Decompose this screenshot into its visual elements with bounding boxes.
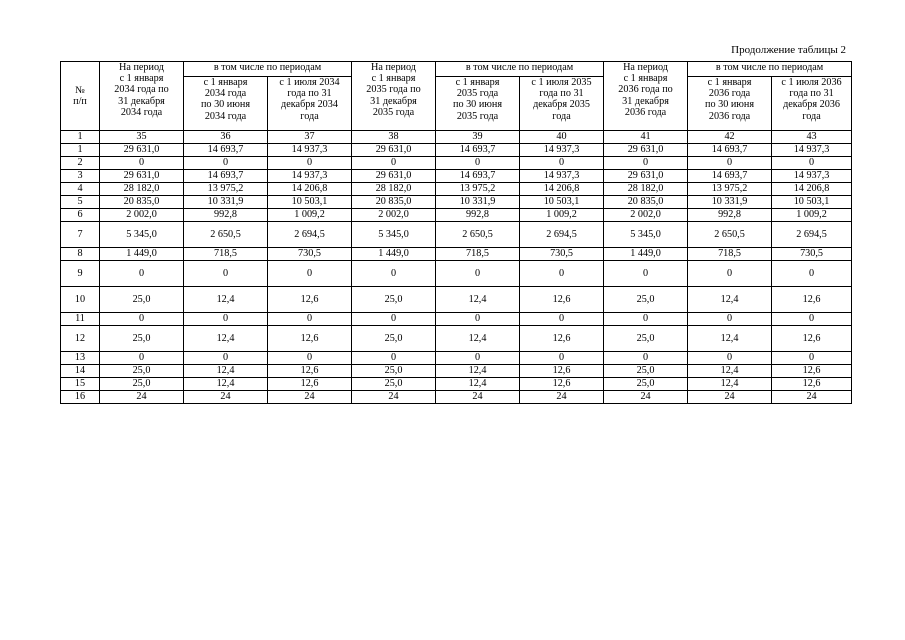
value-cell: 0 <box>436 157 520 170</box>
value-cell: 12,4 <box>688 378 772 391</box>
value-cell: 12,4 <box>688 287 772 313</box>
value-cell: 2 694,5 <box>268 222 352 248</box>
table-row <box>61 209 852 222</box>
value-cell: 12,6 <box>772 287 852 313</box>
value-cell: 0 <box>352 157 436 170</box>
value-cell: 0 <box>436 352 520 365</box>
value-cell: 14 937,3 <box>268 144 352 157</box>
value-cell: 28 182,0 <box>100 183 184 196</box>
table-row <box>61 365 852 378</box>
column-number-cell: 41 <box>604 131 688 144</box>
value-cell: 10 331,9 <box>184 196 268 209</box>
value-cell: 718,5 <box>184 248 268 261</box>
value-cell: 0 <box>100 157 184 170</box>
value-cell: 25,0 <box>100 378 184 391</box>
table-row <box>61 222 852 248</box>
value-cell: 0 <box>436 261 520 287</box>
value-cell: 0 <box>100 352 184 365</box>
column-number-cell: 35 <box>100 131 184 144</box>
value-cell: 14 693,7 <box>184 144 268 157</box>
value-cell: 24 <box>100 391 184 404</box>
column-number-cell: 1 <box>61 131 100 144</box>
value-cell: 25,0 <box>100 287 184 313</box>
value-cell: 14 693,7 <box>436 144 520 157</box>
value-cell: 14 693,7 <box>688 144 772 157</box>
value-cell: 24 <box>520 391 604 404</box>
value-cell: 10 331,9 <box>688 196 772 209</box>
sub-period-group-header: в том числе по периодам <box>184 62 352 77</box>
value-cell: 0 <box>100 313 184 326</box>
value-cell: 14 937,3 <box>772 144 852 157</box>
value-cell: 2 694,5 <box>772 222 852 248</box>
table-row <box>61 326 852 352</box>
value-cell: 12,4 <box>184 326 268 352</box>
column-number-cell: 43 <box>772 131 852 144</box>
value-cell: 2 002,0 <box>352 209 436 222</box>
column-number-cell: 38 <box>352 131 436 144</box>
value-cell: 25,0 <box>100 365 184 378</box>
value-cell: 2 002,0 <box>100 209 184 222</box>
table-row <box>61 144 852 157</box>
period-total-header: На период с 1 января 2035 года по 31 декабря 2035 года <box>352 62 436 131</box>
sub-period-header: с 1 января 2035 года по 30 июня 2035 года <box>436 77 520 131</box>
value-cell: 20 835,0 <box>100 196 184 209</box>
value-cell: 1 009,2 <box>520 209 604 222</box>
value-cell: 0 <box>772 157 852 170</box>
value-cell: 0 <box>184 261 268 287</box>
sub-period-header: с 1 июля 2035 года по 31 декабря 2035 года <box>520 77 604 131</box>
table-row <box>61 378 852 391</box>
value-cell: 10 503,1 <box>772 196 852 209</box>
table-row <box>61 157 852 170</box>
column-number-cell: 40 <box>520 131 604 144</box>
value-cell: 24 <box>184 391 268 404</box>
value-cell: 20 835,0 <box>604 196 688 209</box>
row-number-cell: 3 <box>61 170 100 183</box>
value-cell: 0 <box>520 313 604 326</box>
period-total-header: На период с 1 января 2036 года по 31 декабря 2036 года <box>604 62 688 131</box>
value-cell: 12,4 <box>184 378 268 391</box>
value-cell: 12,6 <box>268 378 352 391</box>
value-cell: 12,4 <box>184 287 268 313</box>
value-cell: 24 <box>268 391 352 404</box>
row-number-cell: 5 <box>61 196 100 209</box>
value-cell: 24 <box>772 391 852 404</box>
value-cell: 10 503,1 <box>520 196 604 209</box>
value-cell: 25,0 <box>352 326 436 352</box>
value-cell: 5 345,0 <box>100 222 184 248</box>
value-cell: 718,5 <box>688 248 772 261</box>
value-cell: 13 975,2 <box>688 183 772 196</box>
value-cell: 12,6 <box>772 378 852 391</box>
value-cell: 14 693,7 <box>436 170 520 183</box>
value-cell: 992,8 <box>688 209 772 222</box>
value-cell: 0 <box>772 313 852 326</box>
value-cell: 20 835,0 <box>352 196 436 209</box>
row-number-cell: 13 <box>61 352 100 365</box>
value-cell: 12,6 <box>268 365 352 378</box>
value-cell: 24 <box>436 391 520 404</box>
value-cell: 12,4 <box>436 287 520 313</box>
value-cell: 730,5 <box>520 248 604 261</box>
value-cell: 12,6 <box>268 287 352 313</box>
value-cell: 25,0 <box>352 287 436 313</box>
value-cell: 14 693,7 <box>688 170 772 183</box>
value-cell: 24 <box>604 391 688 404</box>
value-cell: 25,0 <box>604 326 688 352</box>
value-cell: 2 650,5 <box>184 222 268 248</box>
table-row <box>61 313 852 326</box>
value-cell: 0 <box>184 313 268 326</box>
value-cell: 12,4 <box>436 378 520 391</box>
sub-period-header: с 1 января 2036 года по 30 июня 2036 года <box>688 77 772 131</box>
period-total-header: На период с 1 января 2034 года по 31 декабря 2034 года <box>100 62 184 131</box>
value-cell: 0 <box>688 157 772 170</box>
value-cell: 12,6 <box>268 326 352 352</box>
value-cell: 12,6 <box>520 365 604 378</box>
value-cell: 14 693,7 <box>184 170 268 183</box>
value-cell: 1 449,0 <box>352 248 436 261</box>
value-cell: 0 <box>688 261 772 287</box>
value-cell: 29 631,0 <box>100 170 184 183</box>
value-cell: 25,0 <box>604 378 688 391</box>
value-cell: 0 <box>604 352 688 365</box>
table-row <box>61 196 852 209</box>
value-cell: 25,0 <box>352 365 436 378</box>
value-cell: 14 937,3 <box>520 170 604 183</box>
column-number-cell: 36 <box>184 131 268 144</box>
value-cell: 2 650,5 <box>436 222 520 248</box>
value-cell: 2 694,5 <box>520 222 604 248</box>
value-cell: 0 <box>688 352 772 365</box>
value-cell: 0 <box>184 157 268 170</box>
row-number-cell: 14 <box>61 365 100 378</box>
value-cell: 718,5 <box>436 248 520 261</box>
value-cell: 2 002,0 <box>604 209 688 222</box>
value-cell: 12,4 <box>436 365 520 378</box>
table-body <box>61 144 852 404</box>
value-cell: 1 449,0 <box>100 248 184 261</box>
value-cell: 14 206,8 <box>772 183 852 196</box>
value-cell: 28 182,0 <box>352 183 436 196</box>
value-cell: 28 182,0 <box>604 183 688 196</box>
value-cell: 12,4 <box>184 365 268 378</box>
value-cell: 1 009,2 <box>268 209 352 222</box>
value-cell: 12,6 <box>520 326 604 352</box>
value-cell: 0 <box>268 261 352 287</box>
value-cell: 12,6 <box>772 326 852 352</box>
table-row <box>61 352 852 365</box>
value-cell: 12,6 <box>520 287 604 313</box>
value-cell: 29 631,0 <box>352 144 436 157</box>
row-number-cell: 12 <box>61 326 100 352</box>
value-cell: 0 <box>520 157 604 170</box>
value-cell: 12,4 <box>688 326 772 352</box>
table-row <box>61 261 852 287</box>
row-number-cell: 11 <box>61 313 100 326</box>
sub-period-group-header: в том числе по периодам <box>436 62 604 77</box>
table-row <box>61 248 852 261</box>
row-number-cell: 9 <box>61 261 100 287</box>
sub-period-header: с 1 января 2034 года по 30 июня 2034 года <box>184 77 268 131</box>
value-cell: 0 <box>604 313 688 326</box>
value-cell: 25,0 <box>604 365 688 378</box>
value-cell: 1 449,0 <box>604 248 688 261</box>
row-number-cell: 4 <box>61 183 100 196</box>
row-number-header: № п/п <box>61 62 100 131</box>
row-number-cell: 10 <box>61 287 100 313</box>
value-cell: 0 <box>520 261 604 287</box>
sub-period-header: с 1 июля 2034 года по 31 декабря 2034 года <box>268 77 352 131</box>
value-cell: 29 631,0 <box>604 144 688 157</box>
value-cell: 12,6 <box>772 365 852 378</box>
value-cell: 13 975,2 <box>184 183 268 196</box>
data-table <box>60 61 852 404</box>
value-cell: 14 937,3 <box>772 170 852 183</box>
value-cell: 0 <box>352 261 436 287</box>
value-cell: 12,4 <box>436 326 520 352</box>
row-number-cell: 7 <box>61 222 100 248</box>
value-cell: 12,4 <box>688 365 772 378</box>
value-cell: 992,8 <box>436 209 520 222</box>
row-number-cell: 2 <box>61 157 100 170</box>
value-cell: 14 206,8 <box>268 183 352 196</box>
value-cell: 5 345,0 <box>604 222 688 248</box>
table-header <box>61 62 852 144</box>
value-cell: 29 631,0 <box>604 170 688 183</box>
value-cell: 730,5 <box>268 248 352 261</box>
value-cell: 992,8 <box>184 209 268 222</box>
table-row <box>61 170 852 183</box>
value-cell: 0 <box>772 261 852 287</box>
value-cell: 10 331,9 <box>436 196 520 209</box>
value-cell: 0 <box>268 352 352 365</box>
value-cell: 0 <box>100 261 184 287</box>
value-cell: 730,5 <box>772 248 852 261</box>
value-cell: 0 <box>352 352 436 365</box>
value-cell: 29 631,0 <box>352 170 436 183</box>
row-number-cell: 6 <box>61 209 100 222</box>
value-cell: 0 <box>604 261 688 287</box>
value-cell: 5 345,0 <box>352 222 436 248</box>
value-cell: 0 <box>184 352 268 365</box>
value-cell: 0 <box>352 313 436 326</box>
row-number-cell: 8 <box>61 248 100 261</box>
row-number-cell: 16 <box>61 391 100 404</box>
column-number-cell: 37 <box>268 131 352 144</box>
value-cell: 1 009,2 <box>772 209 852 222</box>
sub-period-group-header: в том числе по периодам <box>688 62 852 77</box>
table-row <box>61 287 852 313</box>
table-row <box>61 391 852 404</box>
row-number-cell: 15 <box>61 378 100 391</box>
value-cell: 12,6 <box>520 378 604 391</box>
value-cell: 0 <box>688 313 772 326</box>
sub-period-header: с 1 июля 2036 года по 31 декабря 2036 года <box>772 77 852 131</box>
value-cell: 29 631,0 <box>100 144 184 157</box>
value-cell: 14 206,8 <box>520 183 604 196</box>
table-caption: Продолжение таблицы 2 <box>731 44 846 56</box>
value-cell: 14 937,3 <box>520 144 604 157</box>
value-cell: 2 650,5 <box>688 222 772 248</box>
value-cell: 10 503,1 <box>268 196 352 209</box>
value-cell: 0 <box>520 352 604 365</box>
value-cell: 25,0 <box>604 287 688 313</box>
value-cell: 0 <box>772 352 852 365</box>
column-number-cell: 39 <box>436 131 520 144</box>
row-number-cell: 1 <box>61 144 100 157</box>
value-cell: 14 937,3 <box>268 170 352 183</box>
value-cell: 25,0 <box>352 378 436 391</box>
value-cell: 24 <box>688 391 772 404</box>
value-cell: 0 <box>268 313 352 326</box>
value-cell: 13 975,2 <box>436 183 520 196</box>
value-cell: 25,0 <box>100 326 184 352</box>
value-cell: 0 <box>436 313 520 326</box>
value-cell: 24 <box>352 391 436 404</box>
table-row <box>61 183 852 196</box>
column-number-cell: 42 <box>688 131 772 144</box>
value-cell: 0 <box>268 157 352 170</box>
value-cell: 0 <box>604 157 688 170</box>
